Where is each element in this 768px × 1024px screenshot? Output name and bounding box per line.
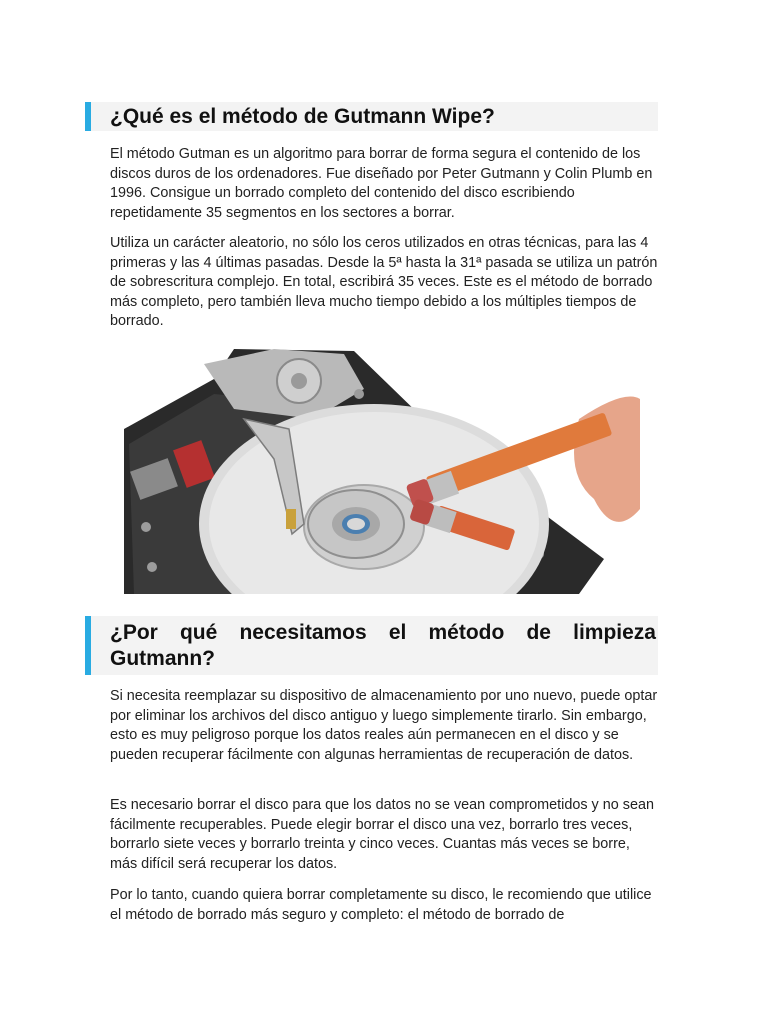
paragraph-replace-device: Si necesita reemplazar su dispositivo de almacenamiento por uno nuevo, puede optar por eliminar los archivos del disco antiguo y luego simplemente tirarlo. Sin embargo, esto es muy peligroso porque los datos reales aún permanecen en el disco y se pueden recuperar fácilmente con algunas herramientas de recuperación de datos. [110,688,658,763]
section-heading-why-gutmann [85,616,658,675]
heading-text: ¿Qué es el método de Gutmann Wipe? [110,105,495,128]
hard-drive-eraser-illustration [124,349,640,594]
heading-text: ¿Por qué necesitamos el método de limpieza Gutmann? [110,621,656,670]
section-heading-gutmann-wipe [85,102,658,131]
paragraph-intro: El método Gutman es un algoritmo para borrar de forma segura el contenido de los discos duros de los ordenadores. Fue diseñado por Peter Gutmann y Colin Plumb en 1996. Consigue un borrado completo del contenido del disco escribiendo repetidamente 35 segmentos en los sectores a borrar. [110,146,653,221]
hard-drive-eraser-image [124,349,640,594]
paragraph-recommendation: Por lo tanto, cuando quiera borrar completamente su disco, le recomiendo que utilice el método de borrado más seguro y completo: el método de borrado de [110,887,652,923]
paragraph-erase-times: Es necesario borrar el disco para que los datos no se vean comprometidos y no sean fácilmente recuperables. Puede elegir borrar el disco una vez, borrarlo tres veces, borrarlo siete veces y borrarlo treinta y cinco veces. Cuantas más veces se borre, más difícil será recuperar los datos. [110,797,654,872]
paragraph-passes: Utiliza un carácter aleatorio, no sólo los ceros utilizados en otras técnicas, para las 4 primeras y las 4 últimas pasadas. Desde la 5ª hasta la 31ª pasada se utiliza un patrón de sobrescritura complejo. En total, escribirá 35 veces. Este es el método de borrado más completo, pero también lleva mucho tiempo debido a los múltiples tiempos de borrado. [110,235,658,329]
